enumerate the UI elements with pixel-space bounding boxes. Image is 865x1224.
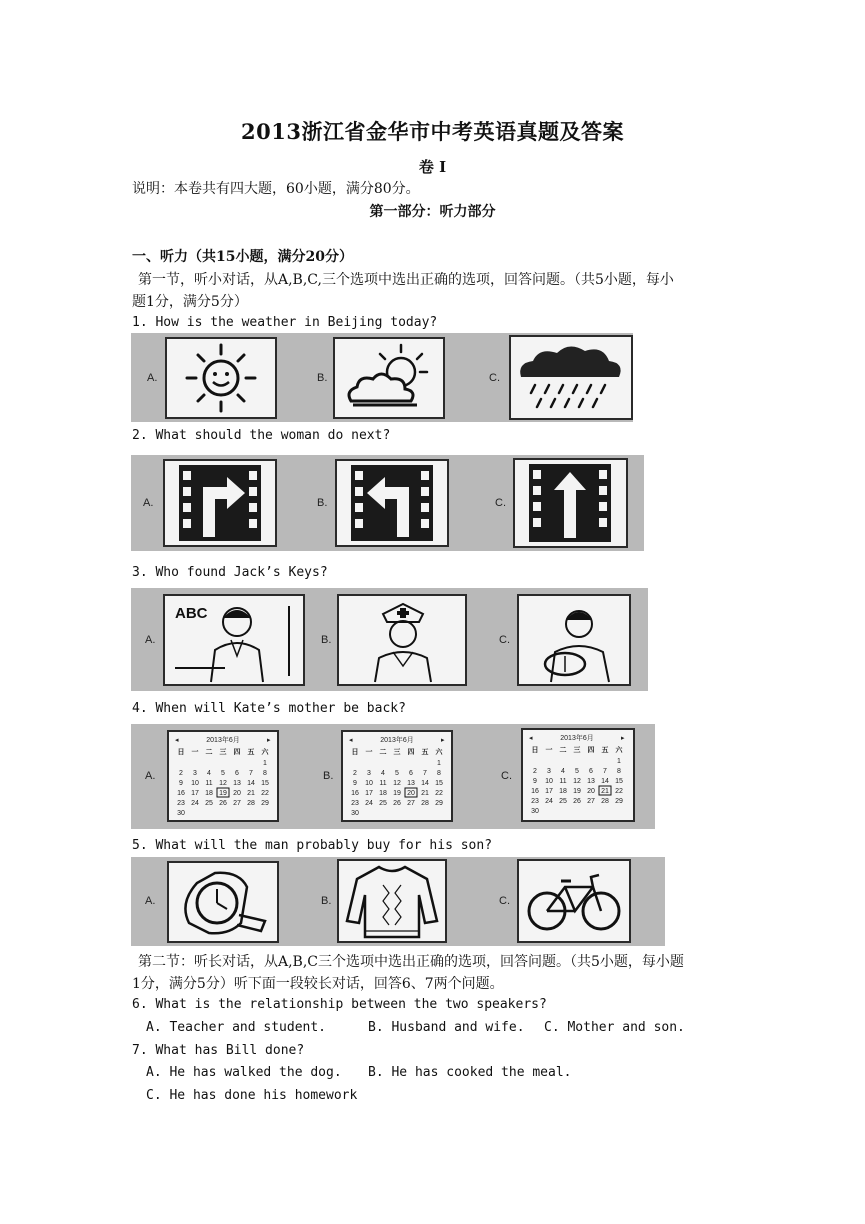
calendar-day: 25 (205, 800, 213, 807)
calendar-weekday: 一 (545, 747, 553, 754)
calendar-day: 9 (353, 780, 357, 787)
calendar-day: 5 (575, 768, 579, 775)
page-title: 2013浙江省金华市中考英语真题及答案 (241, 119, 624, 144)
q4-option-b-label: B. (323, 770, 334, 782)
q2-option-c-picture (513, 458, 628, 548)
q3-option-a-label: A. (145, 634, 156, 646)
calendar-next-arrow: ▸ (621, 735, 625, 742)
q2-option-b-label: B. (317, 497, 328, 509)
q2-option-a-label: A. (143, 497, 154, 509)
calendar-day: 24 (365, 800, 373, 807)
calendar-icon (343, 732, 451, 820)
calendar-weekday: 二 (559, 747, 567, 754)
calendar-month-header: 2013年6月 (560, 735, 594, 742)
q5-option-b-picture (337, 859, 447, 943)
q3-option-a-picture (163, 594, 305, 686)
calendar-day: 21 (601, 788, 609, 795)
calendar-day: 3 (367, 770, 371, 777)
calendar-day: 6 (235, 770, 239, 777)
part-title: 第一部分：听力部分 (369, 204, 496, 220)
calendar-day: 10 (191, 780, 199, 787)
q1-option-b-picture (333, 337, 445, 419)
calendar-day: 21 (421, 790, 429, 797)
section1-intro: 第一节，听小对话，从A,B,C,三个选项中选出正确的选项，回答问题。（共5小题，每小 (138, 272, 674, 288)
q4-option-a-label: A. (145, 770, 156, 782)
calendar-weekday: 日 (531, 747, 539, 754)
calendar-day: 19 (573, 788, 581, 795)
calendar-icon (523, 730, 633, 820)
calendar-day: 13 (587, 778, 595, 785)
calendar-day: 1 (617, 758, 621, 765)
exam-note: 说明：本卷共有四大题，60小题，满分80分。 (132, 181, 420, 197)
sun-icon (167, 339, 275, 417)
calendar-day: 23 (177, 800, 185, 807)
question-4: 4. When will Kate’s mother be back? (132, 701, 406, 716)
calendar-weekday: 日 (177, 749, 185, 756)
section1-title: 一、听力（共15小题，满分20分） (132, 249, 353, 265)
calendar-day: 3 (193, 770, 197, 777)
calendar-weekday: 四 (233, 749, 241, 756)
calendar-day: 5 (221, 770, 225, 777)
calendar-day: 12 (573, 778, 581, 785)
calendar-day: 8 (617, 768, 621, 775)
q5-option-c-label: C. (499, 895, 510, 907)
calendar-day: 3 (547, 768, 551, 775)
calendar-day: 27 (407, 800, 415, 807)
calendar-day: 10 (545, 778, 553, 785)
calendar-day: 4 (381, 770, 385, 777)
turn-right-arrow-icon (165, 461, 275, 545)
question-5: 5. What will the man probably buy for his son? (132, 838, 493, 853)
calendar-weekday: 日 (351, 749, 359, 756)
calendar-day: 28 (601, 798, 609, 805)
calendar-day: 24 (191, 800, 199, 807)
section2-intro: 第二节：听长对话，从A,B,C三个选项中选出正确的选项，回答问题。（共5小题，每小题 (138, 954, 684, 970)
calendar-day: 5 (395, 770, 399, 777)
board-text: ABC (175, 605, 208, 622)
calendar-day: 1 (263, 760, 267, 767)
calendar-day: 11 (205, 780, 213, 787)
q3-option-b-label: B. (321, 634, 332, 646)
calendar-day: 8 (263, 770, 267, 777)
calendar-month-header: 2013年6月 (206, 737, 240, 744)
calendar-weekday: 三 (219, 749, 227, 756)
q1-option-c-label: C. (489, 372, 500, 384)
calendar-day: 29 (261, 800, 269, 807)
calendar-day: 2 (353, 770, 357, 777)
straight-arrow-icon (515, 460, 626, 546)
q4-option-c-picture (521, 728, 635, 822)
calendar-day: 15 (261, 780, 269, 787)
calendar-weekday: 四 (407, 749, 415, 756)
calendar-day: 14 (247, 780, 255, 787)
calendar-day: 23 (351, 800, 359, 807)
q2-option-b-picture (335, 459, 449, 547)
nurse-icon (339, 596, 465, 684)
calendar-day: 18 (559, 788, 567, 795)
teacher-icon (165, 596, 303, 684)
q3-option-b-picture (337, 594, 467, 686)
question-1: 1. How is the weather in Beijing today? (132, 315, 438, 330)
calendar-day: 2 (533, 768, 537, 775)
calendar-day: 13 (233, 780, 241, 787)
calendar-day: 24 (545, 798, 553, 805)
calendar-day: 16 (351, 790, 359, 797)
q6-option-a: A. Teacher and student. (146, 1020, 327, 1035)
calendar-day: 27 (233, 800, 241, 807)
calendar-day: 17 (191, 790, 199, 797)
calendar-day: 30 (531, 808, 539, 815)
calendar-next-arrow: ▸ (267, 737, 271, 744)
calendar-day: 16 (531, 788, 539, 795)
calendar-day: 29 (435, 800, 443, 807)
calendar-day: 13 (407, 780, 415, 787)
calendar-day: 15 (615, 778, 623, 785)
bicycle-icon (519, 861, 629, 941)
calendar-day: 16 (177, 790, 185, 797)
calendar-day: 6 (589, 768, 593, 775)
calendar-day: 4 (207, 770, 211, 777)
calendar-weekday: 三 (393, 749, 401, 756)
q3-option-c-picture (517, 594, 631, 686)
q5-option-c-picture (517, 859, 631, 943)
calendar-day: 22 (615, 788, 623, 795)
q7-option-b: B. He has cooked the meal. (368, 1065, 572, 1080)
calendar-day: 14 (601, 778, 609, 785)
calendar-prev-arrow: ◂ (175, 737, 179, 744)
calendar-day: 2 (179, 770, 183, 777)
calendar-day: 18 (379, 790, 387, 797)
calendar-day: 17 (365, 790, 373, 797)
section1-intro-cont: 题1分，满分5分） (132, 294, 248, 310)
calendar-day: 21 (247, 790, 255, 797)
q6-option-b: B. Husband and wife. (368, 1020, 525, 1035)
q2-option-c-label: C. (495, 497, 506, 509)
calendar-day: 17 (545, 788, 553, 795)
question-2: 2. What should the woman do next? (132, 428, 391, 443)
q7-option-c: C. He has done his homework (146, 1088, 358, 1103)
calendar-day: 20 (587, 788, 595, 795)
q2-option-a-picture (163, 459, 277, 547)
q1-option-b-label: B. (317, 372, 328, 384)
q6-option-c: C. Mother and son. (544, 1020, 685, 1035)
q1-option-c-picture (509, 335, 633, 420)
calendar-day: 4 (561, 768, 565, 775)
calendar-day: 26 (573, 798, 581, 805)
calendar-day: 12 (393, 780, 401, 787)
calendar-day: 9 (179, 780, 183, 787)
calendar-day: 29 (615, 798, 623, 805)
calendar-weekday: 一 (365, 749, 373, 756)
q4-option-a-picture (167, 730, 279, 822)
sun-behind-cloud-icon (335, 339, 443, 417)
calendar-day: 25 (559, 798, 567, 805)
calendar-day: 19 (219, 790, 227, 797)
calendar-day: 22 (261, 790, 269, 797)
calendar-weekday: 六 (435, 749, 443, 756)
q5-option-a-picture (167, 861, 279, 943)
calendar-day: 1 (437, 760, 441, 767)
volume-label: 卷 Ⅰ (418, 158, 447, 176)
watch-icon (169, 863, 277, 941)
sweater-icon (339, 861, 445, 941)
calendar-weekday: 二 (379, 749, 387, 756)
calendar-month-header: 2013年6月 (380, 737, 414, 744)
calendar-weekday: 五 (247, 749, 255, 756)
q7-option-a: A. He has walked the dog. (146, 1065, 342, 1080)
calendar-weekday: 三 (573, 747, 581, 754)
q1-image-strip (131, 333, 633, 422)
calendar-prev-arrow: ◂ (349, 737, 353, 744)
calendar-day: 12 (219, 780, 227, 787)
q3-image-strip (131, 588, 648, 691)
calendar-day: 20 (407, 790, 415, 797)
question-7: 7. What has Bill done? (132, 1043, 305, 1058)
turn-left-arrow-icon (337, 461, 447, 545)
calendar-day: 30 (177, 810, 185, 817)
calendar-day: 19 (393, 790, 401, 797)
calendar-day: 22 (435, 790, 443, 797)
calendar-day: 18 (205, 790, 213, 797)
question-3: 3. Who found Jack’s Keys? (132, 565, 328, 580)
q5-option-b-label: B. (321, 895, 332, 907)
calendar-day: 15 (435, 780, 443, 787)
calendar-day: 28 (421, 800, 429, 807)
question-6: 6. What is the relationship between the two speakers? (132, 997, 547, 1012)
q4-image-strip (131, 724, 655, 829)
q4-option-b-picture (341, 730, 453, 822)
calendar-day: 27 (587, 798, 595, 805)
q5-image-strip (131, 857, 665, 946)
calendar-day: 9 (533, 778, 537, 785)
calendar-weekday: 四 (587, 747, 595, 754)
calendar-day: 28 (247, 800, 255, 807)
calendar-day: 11 (559, 778, 567, 785)
driver-icon (519, 596, 629, 684)
section2-intro-cont: 1分，满分5分）听下面一段较长对话，回答6、7两个问题。 (132, 976, 504, 992)
calendar-day: 25 (379, 800, 387, 807)
calendar-day: 7 (423, 770, 427, 777)
q3-option-c-label: C. (499, 634, 510, 646)
q1-option-a-label: A. (147, 372, 158, 384)
calendar-day: 7 (249, 770, 253, 777)
calendar-day: 8 (437, 770, 441, 777)
calendar-day: 20 (233, 790, 241, 797)
rain-cloud-icon (511, 337, 631, 418)
q5-option-a-label: A. (145, 895, 156, 907)
calendar-weekday: 二 (205, 749, 213, 756)
calendar-next-arrow: ▸ (441, 737, 445, 744)
calendar-weekday: 六 (261, 749, 269, 756)
calendar-prev-arrow: ◂ (529, 735, 533, 742)
calendar-weekday: 五 (421, 749, 429, 756)
calendar-weekday: 六 (615, 747, 623, 754)
calendar-icon (169, 732, 277, 820)
calendar-day: 10 (365, 780, 373, 787)
calendar-day: 11 (379, 780, 387, 787)
calendar-day: 30 (351, 810, 359, 817)
calendar-weekday: 五 (601, 747, 609, 754)
calendar-weekday: 一 (191, 749, 199, 756)
q2-image-strip (131, 455, 644, 551)
calendar-day: 7 (603, 768, 607, 775)
calendar-day: 6 (409, 770, 413, 777)
calendar-day: 23 (531, 798, 539, 805)
calendar-day: 14 (421, 780, 429, 787)
q4-option-c-label: C. (501, 770, 512, 782)
calendar-day: 26 (219, 800, 227, 807)
calendar-day: 26 (393, 800, 401, 807)
q1-option-a-picture (165, 337, 277, 419)
